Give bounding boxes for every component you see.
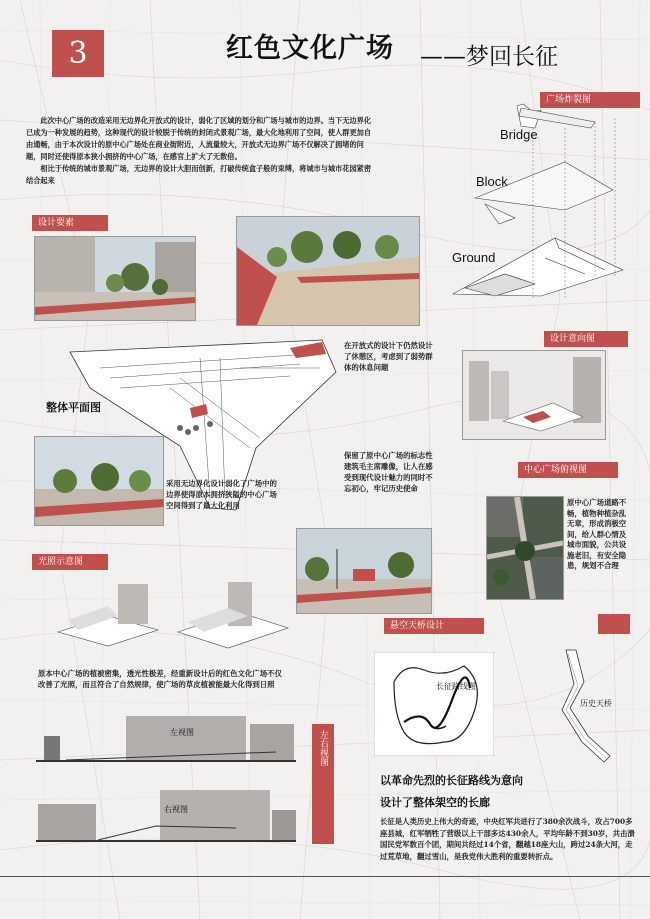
design-elements-label: 设计要素 (32, 215, 108, 231)
design-intent-image (462, 350, 606, 440)
bridge-design-accent (598, 614, 630, 634)
intro-paragraph-1: 此次中心广场的改造采用无边界化开放式的设计，弱化了区域的划分和广场与城市的边界。当下无边界化已成为一种发展的趋势，这种现代的设计较脱于传统的封闭式景观广场，最大化地利用了空间，使人群更加自由通畅，由于本次设计的原中心广场处在商业街附近，人流量较大，开放式无边界广场不仅解决了拥堵的问题，同时还使得原本狭小拥挤的中心广场，在感官上扩大了无数倍。 (26, 116, 372, 161)
right-view-label: 右视图 (164, 805, 188, 814)
right-view-elevation (36, 790, 296, 850)
bottom-rule (0, 876, 650, 877)
statue-note: 保留了原中心广场的标志性建筑毛主席雕像，让人在感受到现代设计魅力的同时不忘初心，牢记历史使命 (344, 451, 433, 493)
design-intent-label: 设计意向图 (544, 331, 628, 347)
render-photo-2 (236, 216, 420, 326)
bridge-design-label: 悬空天桥设计 (384, 618, 484, 634)
rest-area-note: 在开放式的设计下仍然设计了休憩区，考虑到了弱势群体的休息问题 (344, 341, 433, 372)
center-view-label: 中心广场俯视图 (518, 462, 618, 478)
bridge-body-text: 长征是人类历史上伟大的奇迹，中央红军共进行了380余次战斗，攻占700多座县城，红军牺牲了营级以上干部多达430余人，平均年龄不到30岁，共击溃国民党军数百个团，期间共经过14个省，翻越18座大山，跨过24条大河，走过荒草地，翻过雪山，是我党伟大胜利的重要转折点。 (380, 817, 635, 861)
lighting-note: 原本中心广场的植被密集，透光性极差，经重新设计后的红色文化广场不仅改善了光照，而且符合了自然规律，使广场的草皮植被能最大化得到日照 (38, 669, 282, 689)
render-photo-3 (34, 436, 164, 526)
borderless-note: 采用无边界化设计弱化了广场中的边界使得原本拥挤狭隘的中心广场空间得到了最大化利用 (166, 479, 277, 510)
section-number-text: 3 (68, 36, 88, 71)
bridge-label: Bridge (500, 127, 538, 142)
history-bridge-label: 历史天桥 (580, 699, 612, 708)
exploded-diagram (445, 98, 635, 310)
render-photo-4 (296, 528, 432, 614)
intro-text (26, 115, 378, 187)
side-view-vertical-label: 左右视图 (318, 730, 328, 766)
plan-label: 整体平面图 (46, 401, 101, 414)
long-march-map (374, 652, 494, 756)
ground-label: Ground (452, 250, 496, 265)
bridge-heading-2: 设计了整体架空的长廊 (380, 796, 490, 809)
bridge-heading-1: 以革命先烈的长征路线为意向 (380, 774, 523, 787)
left-view-elevation (36, 716, 296, 776)
intro-paragraph-2: 相比于传统的城市景观广场，无边界的设计大胆而创新，打破传统盒子般的束缚，将城市与城市花园紧密结合起来 (26, 164, 372, 185)
lighting-label: 光照示意图 (32, 554, 108, 570)
long-march-map-label: 长征路线图 (436, 682, 476, 691)
lighting-diagrams (48, 576, 298, 656)
center-problem-note: 原中心广场道路不畅，植物种植杂乱无章，形成消极空间，给人群心情及城市面貌，公共设施老旧，有安全隐患，规划不合理 (567, 498, 627, 570)
page-subtitle: ——梦回长征 (420, 44, 558, 70)
block-label: Block (476, 174, 508, 189)
explode-label: 广场炸裂图 (540, 92, 640, 108)
center-aerial-photo (486, 496, 564, 600)
left-view-label: 左视图 (170, 728, 194, 737)
side-view-vertical-bar (312, 724, 334, 844)
section-number (52, 30, 104, 77)
page-title: 红色文化广场 (226, 33, 394, 64)
render-photo-1 (34, 236, 196, 321)
